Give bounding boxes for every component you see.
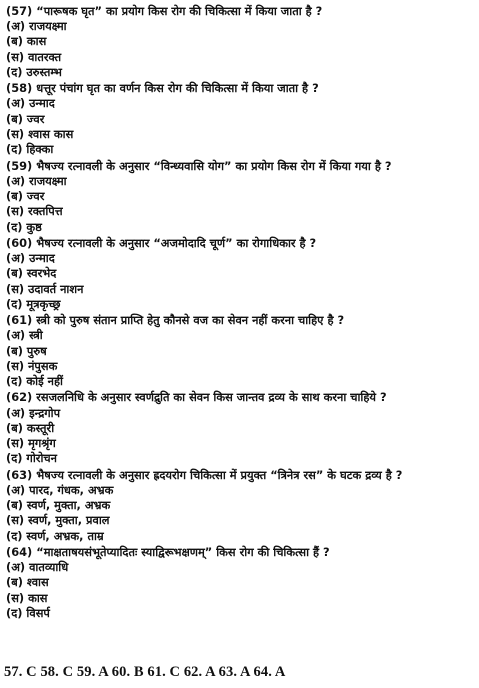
option-d: (द) विसर्प	[6, 605, 50, 620]
option-a: (अ) स्त्री	[6, 328, 43, 343]
option-c: (स) नंपुसक	[6, 358, 58, 373]
option-a: (अ) पारद, गंधक, अभ्रक	[6, 482, 114, 497]
option-c: (स) श्वास कास	[6, 126, 74, 141]
question-text: (59) भैषज्य रत्नावली के अनुसार “विन्ध्यवासि योग” का प्रयोग किस रोग में किया गया है ?	[6, 158, 392, 173]
option-b: (ब) ज्वर	[6, 111, 45, 126]
question-text: (57) “पारूषक घृत” का प्रयोग किस रोग की चिकित्सा में किया जाता है ?	[6, 4, 323, 18]
question-59	[6, 158, 475, 235]
question-64	[6, 544, 475, 621]
option-d: (द) मूत्रकृच्छ्र	[6, 296, 61, 311]
option-c: (स) रक्तपित्त	[6, 204, 63, 219]
option-d: (द) कुष्ठ	[6, 219, 42, 234]
option-a: (अ) राजयक्ष्मा	[6, 173, 67, 188]
option-b: (ब) कस्तूरी	[6, 420, 55, 435]
question-text: (58) धत्तूर पंचांग घृत का वर्णन किस रोग की चिकित्सा में किया जाता है ?	[6, 81, 319, 96]
option-c: (स) स्वर्ण, मुक्ता, प्रवाल	[6, 513, 110, 528]
option-c: (स) कास	[6, 590, 48, 605]
option-d: (द) स्वर्ण, अभ्रक, ताम्र	[6, 528, 104, 543]
option-d: (द) कोई नहीं	[6, 374, 64, 389]
option-a: (अ) उन्माद	[6, 250, 55, 265]
option-a: (अ) राजयक्ष्मा	[6, 19, 67, 34]
option-d: (द) हिक्का	[6, 142, 54, 157]
option-d: (द) गोरोचन	[6, 451, 57, 466]
question-text: (60) भैषज्य रत्नावली के अनुसार “अजमोदादि चूर्ण” का रोगाधिकार है ?	[6, 235, 317, 250]
option-b: (ब) श्वास	[6, 575, 49, 590]
question-60	[6, 235, 475, 312]
option-a: (अ) वातव्याधि	[6, 560, 69, 575]
option-c: (स) वातरक्त	[6, 49, 62, 64]
option-b: (ब) स्वरभेद	[6, 266, 57, 281]
option-b: (ब) पुरुष	[6, 343, 47, 358]
option-d: (द) उरुस्तम्भ	[6, 64, 62, 79]
question-sheet	[6, 3, 475, 621]
question-61	[6, 312, 475, 389]
option-a: (अ) इन्द्रगोप	[6, 405, 61, 420]
question-63	[6, 467, 475, 544]
option-b: (ब) कास	[6, 34, 47, 49]
question-text: (62) रसजलनिधि के अनुसार स्वर्णद्रुति का सेवन किस जान्तव द्रव्य के साथ करना चाहिये ?	[6, 390, 387, 405]
question-57	[6, 3, 475, 80]
question-62	[6, 389, 475, 466]
question-text: (63) भैषज्य रत्नावली के अनुसार ह्रदयरोग चिकित्सा में प्रयुक्त “त्रिनेत्र रस” के घटक द्रव्य है ?	[6, 467, 403, 482]
option-a: (अ) उन्माद	[6, 96, 55, 111]
question-58	[6, 80, 475, 157]
option-b: (ब) स्वर्ण, मुक्ता, अभ्रक	[6, 498, 111, 513]
option-c: (स) मृगश्रृंग	[6, 436, 56, 451]
option-c: (स) उदावर्त नाशन	[6, 281, 84, 296]
question-text: (64) “माक्षताषयसंभूतेप्यादितः स्याद्विरूभक्षणम्” किस रोग की चिकित्सा हैं ?	[6, 544, 330, 559]
question-text: (61) स्त्री को पुरुष संतान प्राप्ति हेतु कौनसे वज का सेवन नहीं करना चाहिए है ?	[6, 313, 345, 328]
answer-key: 57. C 58. C 59. A 60. B 61. C 62. A 63. A 64. A	[4, 664, 286, 680]
option-b: (ब) ज्वर	[6, 188, 45, 203]
